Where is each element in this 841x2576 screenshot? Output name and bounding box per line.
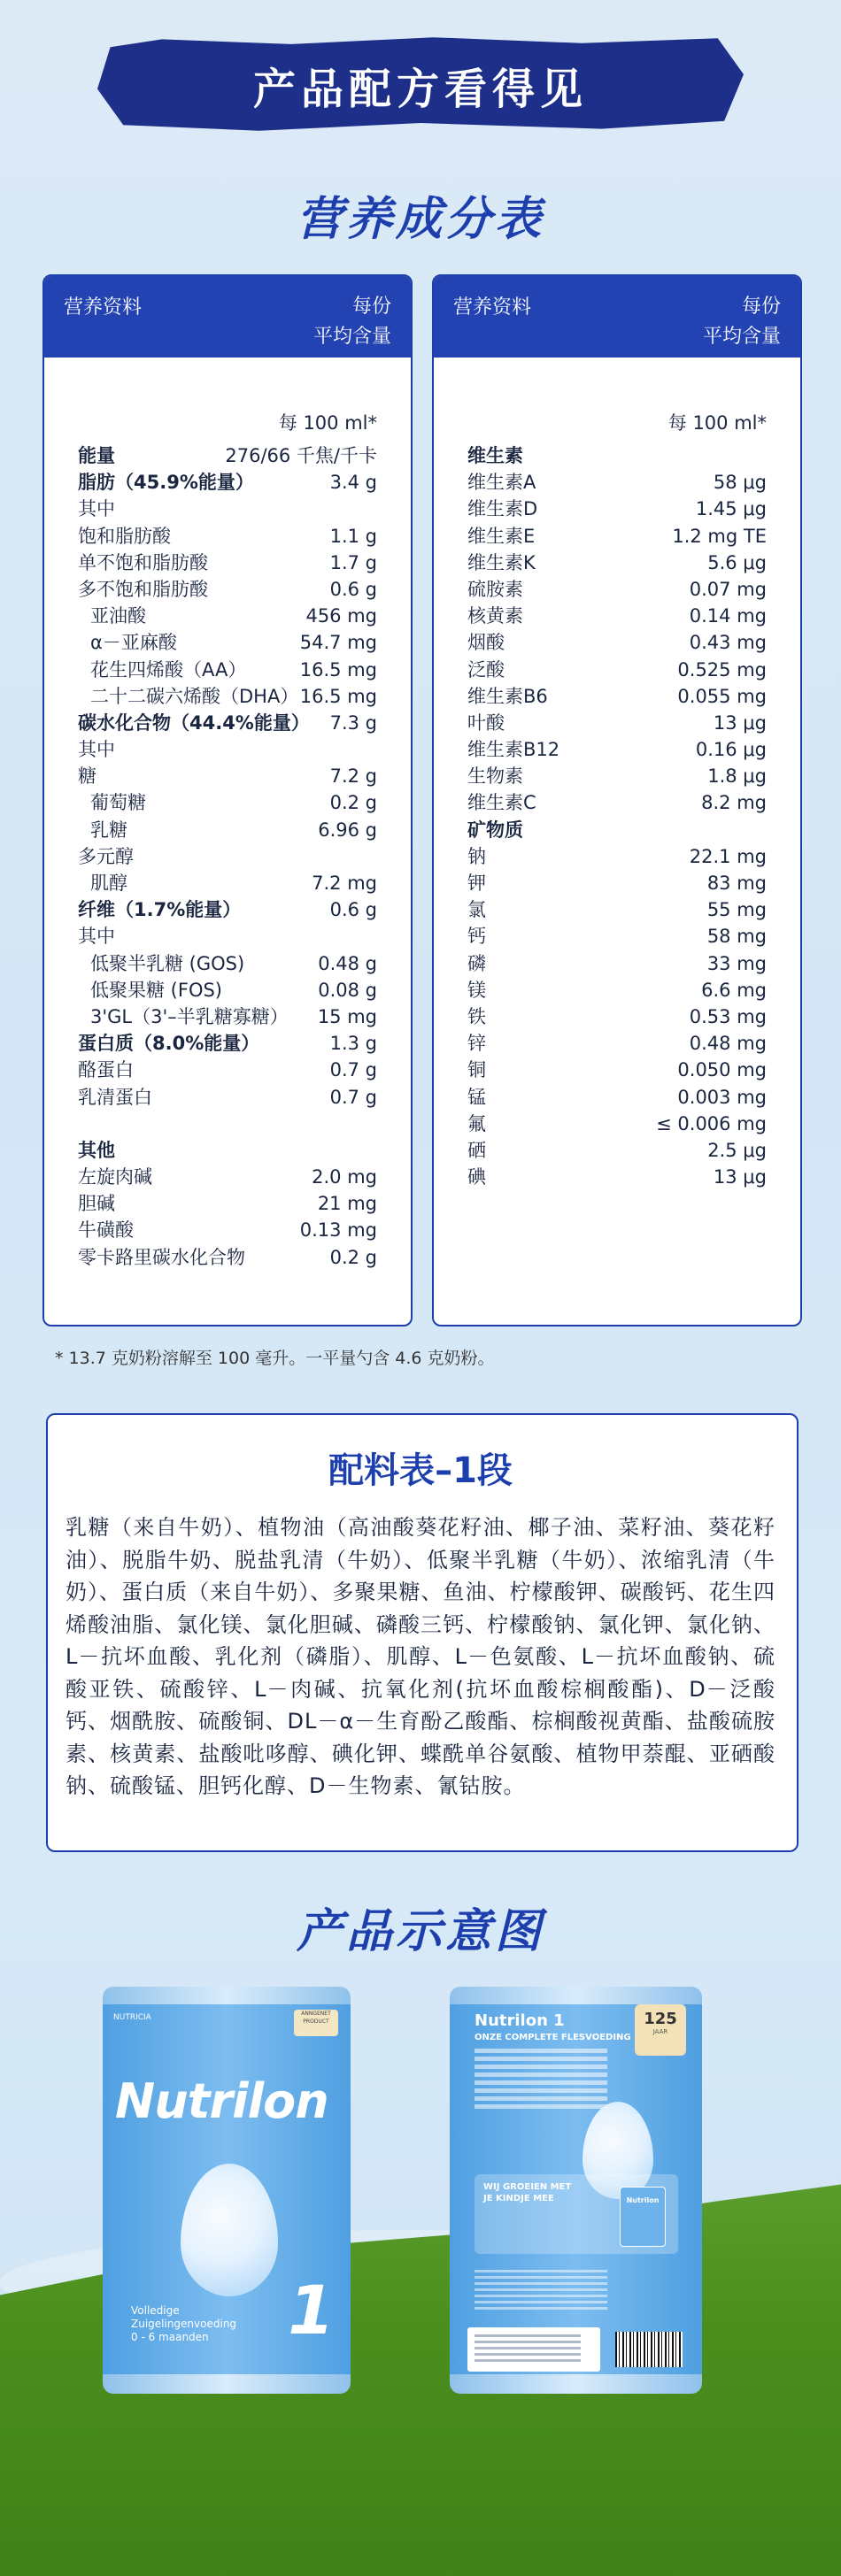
nutrient-value: 0.48 g bbox=[318, 952, 377, 974]
nutrition-row bbox=[467, 789, 767, 816]
product-can-front bbox=[103, 1987, 351, 2394]
nutrient-value: 2.0 mg bbox=[312, 1166, 377, 1188]
can-rim bbox=[450, 2374, 702, 2394]
nutrient-label: 核黄素 bbox=[467, 605, 523, 627]
nutrition-row bbox=[78, 1217, 377, 1243]
nutrient-label: 其中 bbox=[78, 739, 115, 761]
anniversary-badge: ANNGENET PRODUCT bbox=[294, 2010, 338, 2036]
nutrition-row bbox=[467, 763, 767, 789]
nutrient-value: 1.8 μg bbox=[707, 765, 767, 788]
nutrition-row bbox=[467, 923, 767, 950]
nutrient-value: 33 mg bbox=[706, 952, 767, 974]
header-average-amount: 平均含量 bbox=[312, 326, 391, 348]
nutrient-value: 0.07 mg bbox=[689, 578, 767, 600]
panel-header-amount bbox=[703, 292, 781, 352]
nutrient-label: 维生素B6 bbox=[467, 685, 548, 707]
nutrient-label: 牛磺酸 bbox=[78, 1219, 134, 1242]
nutrient-label: 纤维（1.7%能量） bbox=[78, 899, 242, 921]
nutrition-row bbox=[467, 469, 767, 496]
nutrition-row bbox=[78, 1164, 377, 1190]
nutrient-label: 饱和脂肪酸 bbox=[78, 525, 171, 547]
nutrient-label: 镁 bbox=[467, 979, 486, 1001]
nutrition-row bbox=[467, 1164, 767, 1190]
nutrition-row bbox=[78, 603, 377, 629]
nutrition-rows bbox=[78, 442, 377, 1271]
header-average-amount: 平均含量 bbox=[702, 326, 781, 348]
nutrient-label: 3'GL（3'–半乳糖寡糖） bbox=[90, 1005, 289, 1027]
nutrition-row bbox=[78, 1137, 377, 1164]
promo-line: WIJ GROEIEN MET bbox=[483, 2182, 572, 2192]
nutrient-label: 胆碱 bbox=[78, 1193, 115, 1215]
nutrient-value: 0.43 mg bbox=[689, 632, 767, 654]
mini-brand: Nutrilon bbox=[626, 2196, 660, 2204]
jaar-text: JAAR bbox=[652, 2028, 668, 2035]
nutrient-label: 葡萄糖 bbox=[90, 792, 146, 814]
nutricia-logo: NUTRICIA bbox=[113, 2013, 151, 2022]
nutrient-label: 多元醇 bbox=[78, 845, 134, 867]
nutrient-value: 54.7 mg bbox=[299, 632, 377, 654]
nutrient-label: 泛酸 bbox=[467, 658, 505, 681]
panel-header-amount bbox=[313, 292, 391, 352]
nutrient-value: 276/66 千焦/千卡 bbox=[225, 445, 377, 466]
jaar-number: 125 bbox=[644, 2010, 677, 2028]
nutrient-value: 0.53 mg bbox=[689, 1005, 767, 1027]
header-per-serving: 每份 bbox=[351, 296, 391, 318]
nutrient-value: 2.5 μg bbox=[707, 1139, 767, 1161]
caption-line: Zuigelingenvoeding bbox=[131, 2318, 237, 2330]
nutrient-value: 0.6 g bbox=[329, 578, 377, 600]
nutrient-value: 0.48 mg bbox=[689, 1033, 767, 1055]
nutrition-row bbox=[78, 1003, 377, 1030]
nutrient-label: 磷 bbox=[467, 952, 486, 974]
nutrient-label: 碳水化合物（44.4%能量） bbox=[78, 711, 310, 734]
barcode-icon bbox=[615, 2332, 683, 2367]
nutrient-label: 铁 bbox=[467, 1005, 486, 1027]
nutrient-label: 硒 bbox=[467, 1139, 486, 1161]
promo-text bbox=[483, 2181, 571, 2204]
nutrition-row bbox=[78, 870, 377, 896]
nutrition-row bbox=[467, 1111, 767, 1137]
nutrient-label: α－亚麻酸 bbox=[90, 632, 177, 654]
nutrient-label: 低聚半乳糖 (GOS) bbox=[90, 952, 245, 974]
nutrition-row bbox=[467, 683, 767, 710]
nutrition-row bbox=[78, 789, 377, 816]
back-fine-print bbox=[475, 2270, 607, 2313]
nutrition-row bbox=[467, 817, 767, 843]
nutrient-value: 456 mg bbox=[305, 605, 377, 627]
125-jaar-badge bbox=[635, 2004, 686, 2056]
nutrition-row bbox=[78, 629, 377, 656]
nutrient-value: 1.7 g bbox=[329, 551, 377, 573]
nutrient-value: 0.2 g bbox=[329, 792, 377, 814]
nutrition-row bbox=[78, 1111, 377, 1137]
nutrition-row bbox=[467, 1137, 767, 1164]
nutrition-row bbox=[78, 977, 377, 1003]
nutrition-row bbox=[467, 496, 767, 522]
nutrition-row bbox=[467, 603, 767, 629]
nutrient-label: 锌 bbox=[467, 1033, 486, 1055]
nutrient-value: 0.08 g bbox=[318, 979, 377, 1001]
nutrient-label: 生物素 bbox=[467, 765, 523, 788]
nutrient-value: 7.2 mg bbox=[312, 873, 377, 894]
nutrition-row bbox=[467, 550, 767, 576]
can-caption bbox=[131, 2304, 236, 2344]
nutrient-value: 0.525 mg bbox=[677, 658, 767, 681]
nutrition-row bbox=[467, 1084, 767, 1111]
nutrition-row bbox=[467, 843, 767, 870]
nutrient-value: 13 μg bbox=[713, 711, 767, 734]
nutrient-value: 0.003 mg bbox=[677, 1086, 767, 1108]
nutrient-value: ≤ 0.006 mg bbox=[656, 1112, 767, 1134]
nutrient-label: 能量 bbox=[78, 445, 115, 466]
nutrient-label: 糖 bbox=[78, 765, 96, 788]
nutrition-row bbox=[467, 977, 767, 1003]
nutrient-label: 乳糖 bbox=[90, 819, 127, 841]
nutrition-row bbox=[467, 1003, 767, 1030]
nutrient-label: 蛋白质（8.0%能量） bbox=[78, 1033, 260, 1055]
nutrient-value: 0.16 μg bbox=[695, 739, 767, 761]
nutrition-row bbox=[78, 523, 377, 550]
caption-line: Volledige bbox=[131, 2304, 180, 2317]
nutrient-value: 1.3 g bbox=[329, 1033, 377, 1055]
nutrient-value: 55 mg bbox=[706, 899, 767, 921]
nutrient-label: 钾 bbox=[467, 873, 486, 894]
nutrient-label: 其中 bbox=[78, 498, 115, 520]
nutrient-label: 维生素 bbox=[467, 445, 523, 466]
nutrition-row bbox=[78, 1057, 377, 1083]
nutrient-value: 0.2 g bbox=[329, 1246, 377, 1268]
nutrition-row bbox=[78, 763, 377, 789]
nutrition-row bbox=[78, 1030, 377, 1057]
caption-line: 0 - 6 maanden bbox=[131, 2331, 209, 2343]
nutrient-label: 左旋肉碱 bbox=[78, 1166, 152, 1188]
nutrient-value: 1.1 g bbox=[329, 525, 377, 547]
nutrient-label: 肌醇 bbox=[90, 873, 127, 894]
per-100ml-label: 每 100 ml* bbox=[278, 412, 377, 434]
nutrition-row bbox=[78, 817, 377, 843]
nutrient-label: 钙 bbox=[467, 926, 486, 948]
nutrient-value: 58 μg bbox=[713, 472, 767, 494]
nutrition-row bbox=[78, 710, 377, 736]
nutrient-label: 乳清蛋白 bbox=[78, 1086, 152, 1108]
nutrition-row bbox=[78, 1190, 377, 1217]
nutrition-row bbox=[78, 950, 377, 977]
milk-drop-icon bbox=[181, 2164, 278, 2296]
nutrient-label: 铜 bbox=[467, 1059, 486, 1081]
nutrient-label: 多不饱和脂肪酸 bbox=[78, 578, 208, 600]
nutrient-label: 低聚果糖 (FOS) bbox=[90, 979, 222, 1001]
back-text-lines bbox=[475, 2049, 607, 2112]
nutrition-row bbox=[78, 683, 377, 710]
nutrition-row bbox=[78, 496, 377, 522]
nutrient-label: 其中 bbox=[78, 926, 115, 948]
nutrient-label: 花生四烯酸（AA） bbox=[90, 658, 247, 681]
nutrient-value: 15 mg bbox=[317, 1005, 377, 1027]
nutrient-value: 6.6 mg bbox=[701, 979, 767, 1001]
nutrition-row bbox=[467, 523, 767, 550]
nutrient-value: 22.1 mg bbox=[689, 845, 767, 867]
stage-number: 1 bbox=[288, 2271, 335, 2349]
can-rim bbox=[103, 1987, 351, 2004]
nutrient-label: 脂肪（45.9%能量） bbox=[78, 472, 254, 494]
nutrition-row bbox=[78, 923, 377, 950]
nutrition-row bbox=[78, 843, 377, 870]
nutrient-label: 维生素C bbox=[467, 792, 536, 814]
nutrition-row bbox=[78, 442, 377, 469]
nutrient-value: 0.055 mg bbox=[677, 685, 767, 707]
nutrient-label: 碘 bbox=[467, 1166, 486, 1188]
nutrition-row bbox=[78, 896, 377, 923]
nutrition-row bbox=[467, 896, 767, 923]
nutrient-value: 7.2 g bbox=[329, 765, 377, 788]
nutrition-panel-right bbox=[432, 274, 802, 1326]
promo-box bbox=[475, 2174, 678, 2254]
nutrient-value: 21 mg bbox=[317, 1193, 377, 1215]
nutrient-value: 13 μg bbox=[713, 1166, 767, 1188]
nutrient-value: 0.14 mg bbox=[689, 605, 767, 627]
header-per-serving: 每份 bbox=[741, 296, 781, 318]
nutrition-panel-left bbox=[42, 274, 413, 1326]
nutrient-label: 锰 bbox=[467, 1086, 486, 1108]
nutrient-value: 0.13 mg bbox=[299, 1219, 377, 1242]
nutrition-row bbox=[78, 1084, 377, 1111]
panel-header bbox=[44, 276, 411, 358]
nutrient-label: 维生素A bbox=[467, 472, 536, 494]
nutrient-label: 硫胺素 bbox=[467, 578, 523, 600]
nutrient-label: 叶酸 bbox=[467, 711, 505, 734]
nutrient-value: 83 mg bbox=[706, 873, 767, 894]
nutrient-label: 酪蛋白 bbox=[78, 1059, 134, 1081]
can-rim bbox=[103, 2374, 351, 2394]
nutrient-label: 维生素D bbox=[467, 498, 538, 520]
nutrient-value: 7.3 g bbox=[329, 711, 377, 734]
nutrition-row bbox=[467, 736, 767, 763]
can-rim bbox=[450, 1987, 702, 2004]
back-brand: Nutrilon 1 bbox=[475, 2011, 565, 2030]
nutrient-label: 矿物质 bbox=[467, 819, 523, 841]
nutrient-value: 0.7 g bbox=[329, 1086, 377, 1108]
nutrient-value: 3.4 g bbox=[329, 472, 377, 494]
nutrient-label: 零卡路里碳水化合物 bbox=[78, 1246, 245, 1268]
nutrient-label: 单不饱和脂肪酸 bbox=[78, 551, 208, 573]
nutrition-row bbox=[467, 629, 767, 656]
nutrient-label: 维生素B12 bbox=[467, 739, 560, 761]
nutrition-row bbox=[78, 550, 377, 576]
nutrition-row bbox=[467, 576, 767, 603]
per-100ml-label: 每 100 ml* bbox=[667, 412, 767, 434]
panel-header-label: 营养资料 bbox=[453, 296, 532, 319]
nutrition-row bbox=[467, 1057, 767, 1083]
nutrition-row bbox=[78, 576, 377, 603]
nutrient-value: 16.5 mg bbox=[299, 658, 377, 681]
product-can-back bbox=[450, 1987, 702, 2394]
nutrition-row bbox=[78, 657, 377, 683]
nutrient-label: 维生素E bbox=[467, 525, 536, 547]
nutrient-label: 钠 bbox=[467, 845, 486, 867]
nutrient-value: 0.050 mg bbox=[677, 1059, 767, 1081]
back-info-label bbox=[467, 2327, 600, 2372]
nutrition-row bbox=[467, 710, 767, 736]
footnote: * 13.7 克奶粉溶解至 100 毫升。一平量勺含 4.6 克奶粉。 bbox=[55, 1349, 495, 1368]
product-section-title: 产品示意图 bbox=[296, 1905, 544, 1958]
nutrient-value: 6.96 g bbox=[318, 819, 377, 841]
nutrition-rows bbox=[467, 442, 767, 1190]
nutrient-label: 氯 bbox=[467, 899, 486, 921]
panel-header-label: 营养资料 bbox=[64, 296, 143, 319]
banner-title: 产品配方看得见 bbox=[252, 65, 588, 114]
nutrient-label: 其他 bbox=[78, 1139, 115, 1161]
nutrition-row bbox=[78, 1244, 377, 1271]
nutrient-label: 烟酸 bbox=[467, 632, 505, 654]
nutrition-row bbox=[467, 1030, 767, 1057]
nutrition-row bbox=[467, 442, 767, 469]
nutrient-label: 氟 bbox=[467, 1112, 486, 1134]
nutrition-row bbox=[78, 736, 377, 763]
panel-header bbox=[434, 276, 800, 358]
back-subtitle: ONZE COMPLETE FLESVOEDING bbox=[475, 2033, 631, 2042]
nutrition-section-title: 营养成分表 bbox=[296, 193, 544, 246]
nutrient-value: 16.5 mg bbox=[299, 685, 377, 707]
nutrient-value: 0.7 g bbox=[329, 1059, 377, 1081]
nutrient-label: 亚油酸 bbox=[90, 605, 146, 627]
nutrient-value: 0.6 g bbox=[329, 899, 377, 921]
nutrient-value: 5.6 μg bbox=[707, 551, 767, 573]
nutrition-row bbox=[467, 950, 767, 977]
nutrient-value: 8.2 mg bbox=[701, 792, 767, 814]
nutrition-row bbox=[467, 870, 767, 896]
nutrient-value: 58 mg bbox=[706, 926, 767, 948]
nutrition-row bbox=[467, 657, 767, 683]
brand-logo: Nutrilon bbox=[115, 2073, 328, 2129]
nutrition-row bbox=[78, 469, 377, 496]
ingredients-text: 乳糖（来自牛奶）、植物油（高油酸葵花籽油、椰子油、菜籽油、葵花籽油）、脱脂牛奶、脱盐乳清（牛奶）、低聚半乳糖（牛奶）、浓缩乳清（牛奶）、蛋白质（来自牛奶）、多聚果糖、鱼油、柠檬酸钾、碳酸钙、花生四烯酸油脂、氯化镁、氯化胆碱、磷酸三钙、柠檬酸钠、氯化钾、氯化钠、L－抗坏血酸、乳化剂（磷脂）、肌醇、L－色氨酸、L－抗坏血酸钠、硫酸亚铁、硫酸锌、L－肉碱、抗氧化剂(抗坏血酸棕榈酸酯)、D－泛酸钙、烟酰胺、硫酸铜、DL－α－生育酚乙酸酯、棕榈酸视黄酯、盐酸硫胺素、核黄素、盐酸吡哆醇、碘化钾、蝶酰单谷氨酸、植物甲萘醌、亚硒酸钠、硫酸锰、胆钙化醇、D－生物素、氰钴胺。 bbox=[66, 1515, 775, 1798]
promo-line: JE KINDJE MEE bbox=[483, 2194, 554, 2203]
nutrient-label: 维生素K bbox=[467, 551, 536, 573]
mini-can-icon bbox=[620, 2187, 666, 2247]
nutrient-label: 二十二碳六烯酸（DHA） bbox=[90, 685, 299, 707]
nutrient-value: 1.45 μg bbox=[695, 498, 767, 520]
ingredients-title: 配料表–1段 bbox=[328, 1450, 513, 1491]
nutrient-value: 1.2 mg TE bbox=[672, 525, 767, 547]
